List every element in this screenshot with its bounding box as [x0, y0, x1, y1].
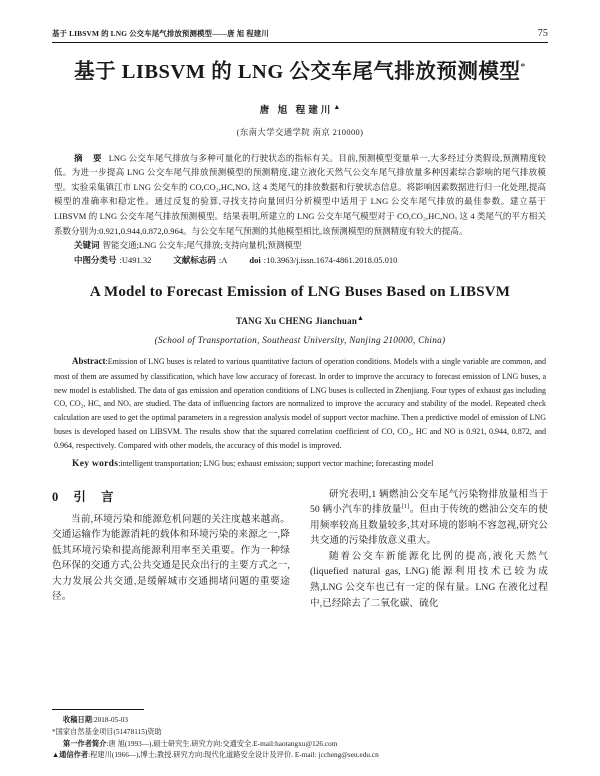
corresponding-author-marker: ▲: [333, 102, 341, 111]
intro-right-1-post: 。但由于传统的燃油公交车的使用频率较高且数量较多,其对环境的影响不容忽视,研究公共交通的污染排放意义重大。: [310, 504, 548, 547]
corresponding-author-value: :程建川(1966—),博士;教授.研究方向:现代化道路安全设计及评价. E-mail: jccheng@seu.edu.cn: [88, 751, 379, 760]
document-code: [173, 255, 227, 265]
intro-paragraph-left: 当前,环境污染和能源危机问题的关注度越来越高。交通运输作为能源消耗的载体和环境污染的来源之一,降低其环境污染和提高能源利用率至关重要。作为一种绿色环保的交通方式,公共交通是民众出行的主要方式之一,大力发展公共交通,是缓解城市交通拥堵问题的重要途径。: [52, 513, 290, 603]
intro-paragraph-right-1: [310, 487, 548, 549]
english-authors-text: TANG Xu CHENG Jianchuan: [235, 316, 358, 326]
chinese-affiliation: (东南大学交通学院 南京 210000): [236, 127, 364, 137]
english-corresponding-marker: ▲: [357, 314, 365, 322]
chinese-abstract-text: LNG 公交车尾气排放与多种可量化的行驶状态的指标有关。目前,预测模型变量单一,大多经过分类假设,预测精度较低。为进一步提高 LNG 公交车尾气排放预测模型的预测精度,建立液化天然气公交车尾气排放量多种因素综合影响的尾气排放模型。实验采集镇江市 LNG 公交车的 CO,CO₂,HC,NOₓ 这 4 类尾气的排放数据和行驶状态信息。将影响因素数据进行归一化处理,提高模型的准确率和稳定性。通过反复的验算,寻找支持向量回归分析模型中适用于 LNG 公交车尾气排放的最佳参数。建立基于 LIBSVM 的 LNG 公交车尾气排放预测模型。结果表明,所建立的 LNG 公交车尾气模型对于 CO,CO₂,HC,NOₓ 这 4 类尾气的平方相关系数分别为:0.921,0.944,0.872,0.964。与公交车尾气预测的其他模型相比,该预测模型的预测精度有较大的提高。: [54, 152, 546, 236]
document-code-value: :A: [218, 255, 228, 266]
first-author-value: :唐 旭(1993—),硕士研究生.研究方向:交通安全.E-mail:haotangxu@126.com: [106, 739, 338, 748]
doi-label: doi: [249, 255, 261, 266]
footnote-divider: [52, 709, 144, 710]
doi: [249, 255, 397, 265]
corresponding-author-label: 通信作者: [59, 751, 89, 760]
page-number: 75: [537, 28, 548, 39]
chinese-keywords-label: 关键词: [74, 240, 100, 251]
intro-paragraph-right-2: 随着公交车新能源化比例的提高,液化天然气(liquefied natural gas, LNG)能源利用技术已较为成熟,LNG 公交车也已有一定的保有量。LNG 在液化过程中,已经除去了二氧化碳、硫化: [310, 550, 548, 609]
body-columns: [52, 487, 548, 611]
chinese-abstract-label: 摘 要: [74, 152, 106, 163]
body-column-left: [52, 487, 290, 611]
english-affiliation: (School of Transportation, Southeast University, Nanjing 210000, China): [154, 335, 446, 345]
chinese-authors-text: 唐 旭 程建川: [259, 104, 334, 116]
english-keywords: [52, 456, 548, 473]
english-abstract: [52, 354, 548, 453]
english-abstract-label: Abstract: [72, 356, 106, 366]
english-title: A Model to Forecast Emission of LNG Buses Based on LIBSVM: [89, 284, 511, 300]
english-authors: [52, 314, 548, 326]
footnote-first-author: [52, 739, 492, 751]
chinese-abstract: [52, 151, 548, 239]
running-head-title: 基于 LIBSVM 的 LNG 公交车尾气排放预测模型——唐 旭 程建川: [52, 29, 269, 38]
header-divider: [52, 42, 548, 43]
first-author-label: 第一作者简介: [63, 739, 107, 748]
intro-right-1-pre: 研究表明,1 辆燃油公交车尾气污染物排放量相当于 50 辆小汽车的排放量: [310, 488, 548, 516]
footnote-block: [52, 709, 492, 762]
body-column-right: [310, 487, 548, 611]
page-title-text: 基于 LIBSVM 的 LNG 公交车尾气排放预测模型: [74, 61, 521, 83]
clc-label: 中图分类号: [74, 255, 117, 266]
footnote-corresponding-author: [52, 750, 492, 762]
chinese-keywords: [52, 238, 548, 253]
page-title: [52, 60, 548, 85]
chinese-authors: [52, 102, 548, 116]
clc-number: [74, 255, 151, 265]
footnote-fund: *国家自然基金项目(51478115)资助: [52, 728, 162, 737]
citation-reference-1: [1]: [401, 503, 410, 511]
english-abstract-text: :Emission of LNG buses is related to various quantitative factors of operation conditions. Models with a single variable are common, and most of them are assumed by classification, which have low accuracy of forecast. In order to improve the accuracy to forecast emission of LNG buses, a new model is established. The data of gas emission and operation conditions of LNG buses is collected in Zhenjiang. Four types of exhaust gas including CO, CO₂, HC, and NOₓ are studied. The data of influencing factors are normalized to improve the accuracy and stability of the model. Repeated check calculation are used to get the optimal parameters in a regression analysis model of support vector machine. Then a predictive model of emission of LNG buses is developed based on LIBSVM. The results show that the squared correlation coefficient of CO, CO₂, HC and NO is 0.921, 0.944, 0.872, and 0.964, respectively. Compared with other models, the accuracy of this model is improved.: [54, 357, 546, 451]
document-code-label: 文献标志码: [173, 255, 216, 266]
classification-line: [52, 253, 548, 268]
received-date-label: 收稿日期: [63, 716, 92, 725]
section-heading-introduction: 0 引 言: [52, 489, 120, 504]
running-head: [52, 28, 548, 42]
english-keywords-label: Key words: [72, 459, 119, 470]
title-footnote-marker: *: [520, 62, 526, 74]
footnote-received-date: [52, 715, 492, 727]
chinese-abstract-paragraph: [54, 151, 546, 239]
clc-value: :U491.32: [119, 255, 152, 266]
corresponding-author-mark: ▲: [52, 751, 60, 760]
english-keywords-text: :intelligent transportation; LNG bus; exhaust emission; support vector machine; forecasting model: [118, 459, 434, 469]
doi-value: :10.3963/j.issn.1674-4861.2018.05.010: [263, 255, 398, 266]
chinese-keywords-text: 智能交通;LNG 公交车;尾气排放;支持向量机;预测模型: [102, 240, 302, 251]
received-date-value: :2018-05-03: [91, 716, 129, 725]
